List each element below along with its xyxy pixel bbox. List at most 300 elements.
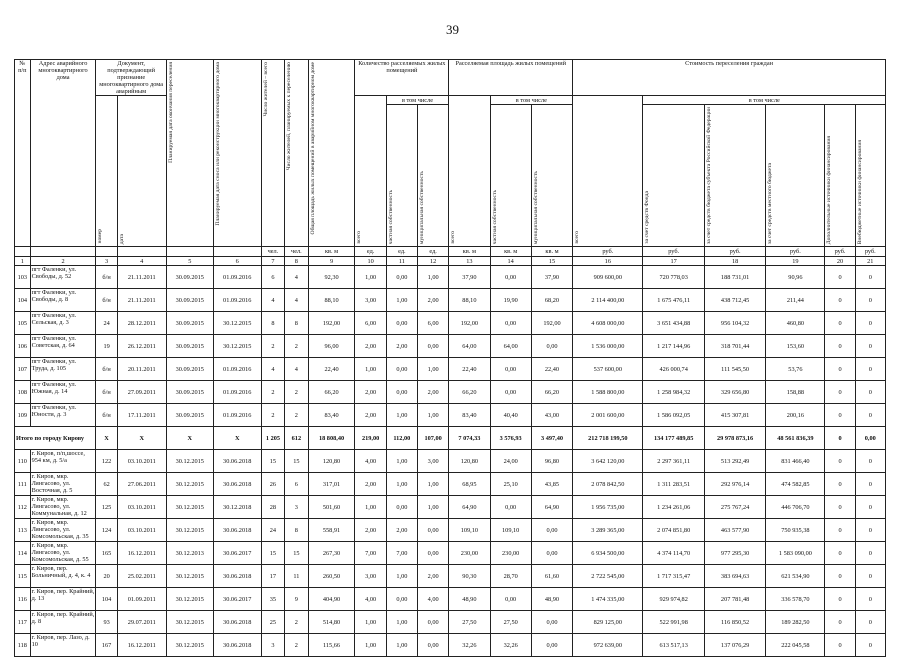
data-cell: 0 <box>825 358 855 381</box>
row-number-cell: 114 <box>15 542 31 565</box>
data-cell: 972 639,00 <box>573 634 643 657</box>
row-number-cell: 111 <box>15 473 31 496</box>
header-planned-end: Планируемая дата окончания переселения <box>166 60 213 247</box>
row-number-cell: 108 <box>15 381 31 404</box>
data-cell: 446 706,70 <box>766 496 825 519</box>
header-document: Документ, подтверждающий признание многоквартирного дома аварийным <box>96 60 166 96</box>
column-number-cell: 4 <box>117 257 166 266</box>
data-cell: 474 582,85 <box>766 473 825 496</box>
data-cell: 1,00 <box>355 266 386 289</box>
data-cell: 32,26 <box>449 634 490 657</box>
data-cell: 43,85 <box>531 473 572 496</box>
header-doc-date: дата <box>117 96 166 247</box>
data-cell: 3,00 <box>355 565 386 588</box>
unit-cell: кв. м <box>449 247 490 257</box>
header-no: № п/п <box>15 60 31 247</box>
total-data-cell: 107,00 <box>417 427 448 450</box>
data-cell: 1,00 <box>355 611 386 634</box>
column-numbers-row <box>15 257 886 266</box>
data-cell: 0 <box>855 289 885 312</box>
header-residents-total: Число жителей – всего <box>261 60 284 247</box>
data-cell: 20 <box>96 565 117 588</box>
data-cell: 30.12.2015 <box>166 519 213 542</box>
data-cell: 104 <box>96 588 117 611</box>
data-cell: 01.09.2016 <box>213 289 261 312</box>
data-cell: 3 651 434,88 <box>643 312 704 335</box>
address-cell: г. Киров, пер. Больничный, д. 4, к. 4 <box>30 565 96 588</box>
data-cell: 613 517,13 <box>643 634 704 657</box>
data-cell: 1 717 315,47 <box>643 565 704 588</box>
data-cell: 3 <box>285 496 308 519</box>
resettlement-table <box>14 59 886 657</box>
data-cell: 30.12.2015 <box>166 565 213 588</box>
data-cell: 1 217 144,96 <box>643 335 704 358</box>
data-cell: 109,10 <box>449 519 490 542</box>
address-cell: пгт Фаленки, ул. Свободы, д. 8 <box>30 289 96 312</box>
table-row <box>15 588 886 611</box>
data-cell: 0 <box>825 450 855 473</box>
data-cell: 537 600,00 <box>573 358 643 381</box>
data-cell: 30.12.2015 <box>166 611 213 634</box>
data-cell: 2,00 <box>355 335 386 358</box>
data-cell: 120,80 <box>449 450 490 473</box>
unit-cell: чел. <box>261 247 284 257</box>
data-cell: 909 600,00 <box>573 266 643 289</box>
address-cell: г. Киров, пер. Крайний, д. 13 <box>30 588 96 611</box>
data-cell: 2 078 842,50 <box>573 473 643 496</box>
address-cell: г. Киров, мкр. Лянгасово, ул. Коммунальная, д. 12 <box>30 496 96 519</box>
data-cell: 88,10 <box>449 289 490 312</box>
data-cell: 28,70 <box>490 565 531 588</box>
data-cell: 514,80 <box>308 611 355 634</box>
data-cell: 167 <box>96 634 117 657</box>
data-cell: 22,40 <box>308 358 355 381</box>
address-cell: г. Киров, мкр. Лянгасово, ул. Восточная, д. 5 <box>30 473 96 496</box>
data-cell: 275 767,24 <box>704 496 765 519</box>
header-residents-planned: Число жителей, планируемых к переселению <box>285 60 308 247</box>
data-cell: 16.12.2011 <box>117 542 166 565</box>
data-cell: 0 <box>855 473 885 496</box>
column-number-cell: 3 <box>96 257 117 266</box>
data-cell: 30.06.2018 <box>213 634 261 657</box>
data-cell: 15 <box>285 542 308 565</box>
unit-cell: руб. <box>766 247 825 257</box>
data-cell: 27.06.2011 <box>117 473 166 496</box>
data-cell: 30.12.2015 <box>166 496 213 519</box>
column-number-cell: 20 <box>825 257 855 266</box>
data-cell: 0 <box>855 381 885 404</box>
data-cell: 2 <box>285 335 308 358</box>
header-cost-total: всего <box>573 96 643 247</box>
data-cell: 3,00 <box>355 289 386 312</box>
total-data-cell: 1 205 <box>261 427 284 450</box>
data-cell: 426 000,74 <box>643 358 704 381</box>
data-cell: 66,20 <box>308 381 355 404</box>
data-cell: 21.11.2011 <box>117 266 166 289</box>
data-cell: 0,00 <box>386 312 417 335</box>
data-cell: 1,00 <box>386 565 417 588</box>
data-cell: б/н <box>96 381 117 404</box>
data-cell: 01.09.2016 <box>213 358 261 381</box>
table-row <box>15 519 886 542</box>
data-cell: 109,10 <box>490 519 531 542</box>
data-cell: 17 <box>261 565 284 588</box>
data-cell: 68,95 <box>449 473 490 496</box>
data-cell: 0,00 <box>531 519 572 542</box>
total-data-cell: 134 177 489,85 <box>643 427 704 450</box>
header-cost-extra: Дополнительные источники финансирования <box>825 105 855 247</box>
data-cell: 96,00 <box>308 335 355 358</box>
address-cell: г. Киров, мкр. Лянгасово, ул. Комсомольская, д. 35 <box>30 519 96 542</box>
header-address: Адрес аварийного многоквартирного дома <box>30 60 96 247</box>
data-cell: 68,20 <box>531 289 572 312</box>
data-cell: 90,30 <box>449 565 490 588</box>
data-cell: 27,50 <box>449 611 490 634</box>
data-cell: 1 474 335,00 <box>573 588 643 611</box>
data-cell: 4 <box>285 358 308 381</box>
data-cell: 0 <box>825 312 855 335</box>
total-data-cell: 3 497,40 <box>531 427 572 450</box>
data-cell: 0 <box>825 289 855 312</box>
row-number-cell: 113 <box>15 519 31 542</box>
table-row <box>15 358 886 381</box>
data-cell: 6,00 <box>355 312 386 335</box>
unit-cell: кв. м <box>308 247 355 257</box>
unit-cell: руб. <box>704 247 765 257</box>
column-number-cell: 9 <box>308 257 355 266</box>
data-cell: 48,90 <box>531 588 572 611</box>
data-cell: 0 <box>855 519 885 542</box>
data-cell: 1 675 476,11 <box>643 289 704 312</box>
address-cell: г. Киров, п/п,шоссе, 954 км, д. 5/а <box>30 450 96 473</box>
data-cell: 30.06.2017 <box>213 588 261 611</box>
data-cell: 188 731,01 <box>704 266 765 289</box>
data-cell: 1,00 <box>386 450 417 473</box>
data-cell: 2 <box>285 381 308 404</box>
data-cell: 0 <box>855 565 885 588</box>
data-cell: 0,00 <box>531 611 572 634</box>
address-cell: пгт Фаленки, ул. Южная, д. 14 <box>30 381 96 404</box>
data-cell: 28.12.2011 <box>117 312 166 335</box>
table-row <box>15 565 886 588</box>
data-cell: 0,00 <box>417 335 448 358</box>
data-cell: 1 583 090,00 <box>766 542 825 565</box>
data-cell: 30.06.2017 <box>213 542 261 565</box>
address-cell: пгт Фаленки, ул. Свободы, д. 52 <box>30 266 96 289</box>
data-cell: 37,90 <box>531 266 572 289</box>
data-cell: 0,00 <box>490 496 531 519</box>
data-cell: 415 307,81 <box>704 404 765 427</box>
column-number-cell: 15 <box>531 257 572 266</box>
table-row <box>15 289 886 312</box>
data-cell: 61,60 <box>531 565 572 588</box>
data-cell: 66,20 <box>449 381 490 404</box>
data-cell: 0 <box>855 266 885 289</box>
data-cell: 01.09.2011 <box>117 588 166 611</box>
unit-cell: чел. <box>285 247 308 257</box>
data-cell: 2,00 <box>355 404 386 427</box>
data-cell: 200,16 <box>766 404 825 427</box>
page-number: 39 <box>446 22 459 37</box>
data-cell: 4 <box>261 358 284 381</box>
data-cell: 1,00 <box>417 266 448 289</box>
table-row <box>15 381 886 404</box>
data-cell: 28 <box>261 496 284 519</box>
data-cell: б/н <box>96 266 117 289</box>
total-data-cell: 219,00 <box>355 427 386 450</box>
total-data-cell: 7 074,33 <box>449 427 490 450</box>
data-cell: 30.12.2015 <box>166 588 213 611</box>
total-label-cell: Итого по городу Кирову <box>15 427 96 450</box>
data-cell: 956 104,32 <box>704 312 765 335</box>
data-cell: 1,00 <box>417 404 448 427</box>
data-cell: 230,00 <box>449 542 490 565</box>
data-cell: 3 <box>261 634 284 657</box>
data-cell: 3 289 365,00 <box>573 519 643 542</box>
total-data-cell: 0 <box>825 427 855 450</box>
column-number-cell: 17 <box>643 257 704 266</box>
data-cell: 2 <box>261 404 284 427</box>
data-cell: 1 586 092,05 <box>643 404 704 427</box>
data-cell: 207 781,48 <box>704 588 765 611</box>
data-cell: 404,90 <box>308 588 355 611</box>
total-data-cell: Х <box>117 427 166 450</box>
data-cell: 0,00 <box>490 312 531 335</box>
data-cell: 0 <box>855 496 885 519</box>
data-cell: 0,00 <box>417 542 448 565</box>
data-cell: 0,00 <box>386 588 417 611</box>
table-body <box>15 266 886 657</box>
data-cell: 438 712,45 <box>704 289 765 312</box>
address-cell: г. Киров, пер. Крайний, д. 8 <box>30 611 96 634</box>
data-cell: 26.12.2011 <box>117 335 166 358</box>
data-cell: 2,00 <box>386 335 417 358</box>
data-cell: 40,40 <box>490 404 531 427</box>
data-cell: 558,91 <box>308 519 355 542</box>
unit-cell: кв. м <box>531 247 572 257</box>
table-row <box>15 335 886 358</box>
data-cell: 4 <box>285 289 308 312</box>
data-cell: 158,88 <box>766 381 825 404</box>
data-cell: 0 <box>825 542 855 565</box>
data-cell: 15 <box>261 542 284 565</box>
table-row <box>15 542 886 565</box>
header-area-private: частная собственность <box>490 105 531 247</box>
data-cell: 0,00 <box>386 496 417 519</box>
unit-cell: ед. <box>386 247 417 257</box>
header-rooms-total: всего <box>355 96 386 247</box>
address-cell: пгт Фаленки, ул. Сельская, д. 3 <box>30 312 96 335</box>
data-cell: 30.09.2015 <box>166 289 213 312</box>
total-data-cell: Х <box>166 427 213 450</box>
table-row <box>15 634 886 657</box>
data-cell: 116 850,52 <box>704 611 765 634</box>
data-cell: 222 045,58 <box>766 634 825 657</box>
data-cell: 30.06.2018 <box>213 519 261 542</box>
data-cell: 1,00 <box>386 634 417 657</box>
header-rooms-municipal: муниципальная собственность <box>417 105 448 247</box>
data-cell: 64,00 <box>490 335 531 358</box>
data-cell: 124 <box>96 519 117 542</box>
data-cell: 30.06.2018 <box>213 473 261 496</box>
data-cell: 19,90 <box>490 289 531 312</box>
column-number-cell: 12 <box>417 257 448 266</box>
header-area-group: Расселяемая площадь жилых помещений <box>449 60 573 96</box>
data-cell: 3 642 120,00 <box>573 450 643 473</box>
column-number-cell: 11 <box>386 257 417 266</box>
data-cell: 30.09.2015 <box>166 266 213 289</box>
unit-cell <box>213 247 261 257</box>
data-cell: 2 <box>285 634 308 657</box>
unit-cell: руб. <box>643 247 704 257</box>
data-cell: 0 <box>855 611 885 634</box>
data-cell: 25 <box>261 611 284 634</box>
data-cell: 30.12.2015 <box>166 473 213 496</box>
table-row <box>15 404 886 427</box>
data-cell: 64,90 <box>449 496 490 519</box>
table-row <box>15 450 886 473</box>
data-cell: 0,00 <box>531 542 572 565</box>
row-number-cell: 112 <box>15 496 31 519</box>
data-cell: 1 956 735,00 <box>573 496 643 519</box>
data-cell: 0,00 <box>490 588 531 611</box>
total-data-cell: 3 576,93 <box>490 427 531 450</box>
data-cell: 30.09.2015 <box>166 312 213 335</box>
data-cell: 1,00 <box>355 496 386 519</box>
data-cell: 513 292,49 <box>704 450 765 473</box>
data-cell: 03.10.2011 <box>117 496 166 519</box>
data-cell: 53,76 <box>766 358 825 381</box>
total-data-cell: Х <box>213 427 261 450</box>
data-cell: 750 935,38 <box>766 519 825 542</box>
data-cell: 0 <box>825 404 855 427</box>
data-cell: 1 234 261,06 <box>643 496 704 519</box>
data-cell: 7,00 <box>386 542 417 565</box>
data-cell: 0 <box>825 565 855 588</box>
data-cell: 1,00 <box>386 611 417 634</box>
data-cell: 01.09.2016 <box>213 266 261 289</box>
data-cell: 2 074 851,80 <box>643 519 704 542</box>
row-number-cell: 115 <box>15 565 31 588</box>
total-data-cell: 18 808,40 <box>308 427 355 450</box>
data-cell: 30.12.2013 <box>166 542 213 565</box>
data-cell: 4 <box>285 266 308 289</box>
total-data-cell: 0,00 <box>855 427 885 450</box>
data-cell: 1,00 <box>355 358 386 381</box>
data-cell: 2,00 <box>386 519 417 542</box>
header-area-including: в том числе <box>490 96 573 105</box>
data-cell: 329 656,80 <box>704 381 765 404</box>
data-cell: 3,00 <box>417 450 448 473</box>
data-cell: 11 <box>285 565 308 588</box>
data-cell: 48,90 <box>449 588 490 611</box>
header-area-sum: всего <box>449 96 490 247</box>
data-cell: 64,00 <box>449 335 490 358</box>
data-cell: 8 <box>261 312 284 335</box>
data-cell: 66,20 <box>531 381 572 404</box>
units-row <box>15 247 886 257</box>
total-data-cell: Х <box>96 427 117 450</box>
data-cell: 4,00 <box>355 588 386 611</box>
data-cell: 43,00 <box>531 404 572 427</box>
data-cell: 35 <box>261 588 284 611</box>
data-cell: 463 577,90 <box>704 519 765 542</box>
data-cell: 0 <box>855 542 885 565</box>
data-cell: 30.12.2018 <box>213 496 261 519</box>
data-cell: 30.12.2015 <box>166 450 213 473</box>
data-cell: 2,00 <box>417 381 448 404</box>
data-cell: 37,90 <box>449 266 490 289</box>
data-cell: 0 <box>825 473 855 496</box>
data-cell: 4 <box>261 289 284 312</box>
column-number-cell: 2 <box>30 257 96 266</box>
data-cell: 522 991,98 <box>643 611 704 634</box>
data-cell: 8 <box>285 312 308 335</box>
data-cell: 165 <box>96 542 117 565</box>
header-doc-number: номер <box>96 96 117 247</box>
data-cell: 22,40 <box>449 358 490 381</box>
header-cost-local: за счет средств местного бюджета <box>766 105 825 247</box>
unit-cell <box>96 247 117 257</box>
data-cell: 120,80 <box>308 450 355 473</box>
data-cell: 2 001 600,00 <box>573 404 643 427</box>
header-rooms-group: Количество расселяемых жилых помещений <box>355 60 449 96</box>
header-area-total: Общая площадь жилых помещений в аварийном многоквартирном доме <box>308 60 355 247</box>
header-planned-demolition: Планируемая дата сноса или реконструкции многоквартирного дома <box>213 60 261 247</box>
data-cell: 2 <box>285 611 308 634</box>
data-cell: 317,01 <box>308 473 355 496</box>
data-cell: 1,00 <box>417 496 448 519</box>
data-cell: 62 <box>96 473 117 496</box>
data-cell: 27,50 <box>490 611 531 634</box>
data-cell: 83,40 <box>449 404 490 427</box>
row-number-cell: 104 <box>15 289 31 312</box>
header-cost-including: в том числе <box>643 96 886 105</box>
total-data-cell: 112,00 <box>386 427 417 450</box>
unit-cell: кв. м <box>490 247 531 257</box>
data-cell: 621 534,90 <box>766 565 825 588</box>
data-cell: 111 545,50 <box>704 358 765 381</box>
data-cell: 24 <box>261 519 284 542</box>
column-number-cell: 14 <box>490 257 531 266</box>
data-cell: 115,66 <box>308 634 355 657</box>
table-row <box>15 312 886 335</box>
column-number-cell: 21 <box>855 257 885 266</box>
data-cell: 0,00 <box>386 381 417 404</box>
data-cell: 7,00 <box>355 542 386 565</box>
row-number-cell: 116 <box>15 588 31 611</box>
data-cell: 29.07.2011 <box>117 611 166 634</box>
data-cell: 0 <box>855 404 885 427</box>
data-cell: 318 701,44 <box>704 335 765 358</box>
unit-cell: руб. <box>825 247 855 257</box>
data-cell: 211,44 <box>766 289 825 312</box>
data-cell: 0,00 <box>531 335 572 358</box>
data-cell: 88,10 <box>308 289 355 312</box>
data-cell: 2,00 <box>417 289 448 312</box>
column-number-cell: 16 <box>573 257 643 266</box>
data-cell: 0,00 <box>417 634 448 657</box>
address-cell: пгт Фаленки, ул. Советская, д. 64 <box>30 335 96 358</box>
total-data-cell: 29 978 873,16 <box>704 427 765 450</box>
column-number-cell: 19 <box>766 257 825 266</box>
data-cell: 30.06.2018 <box>213 450 261 473</box>
data-cell: 15 <box>261 450 284 473</box>
data-cell: 93 <box>96 611 117 634</box>
data-cell: 20.11.2011 <box>117 358 166 381</box>
data-cell: 1,00 <box>386 289 417 312</box>
data-cell: 21.11.2011 <box>117 289 166 312</box>
